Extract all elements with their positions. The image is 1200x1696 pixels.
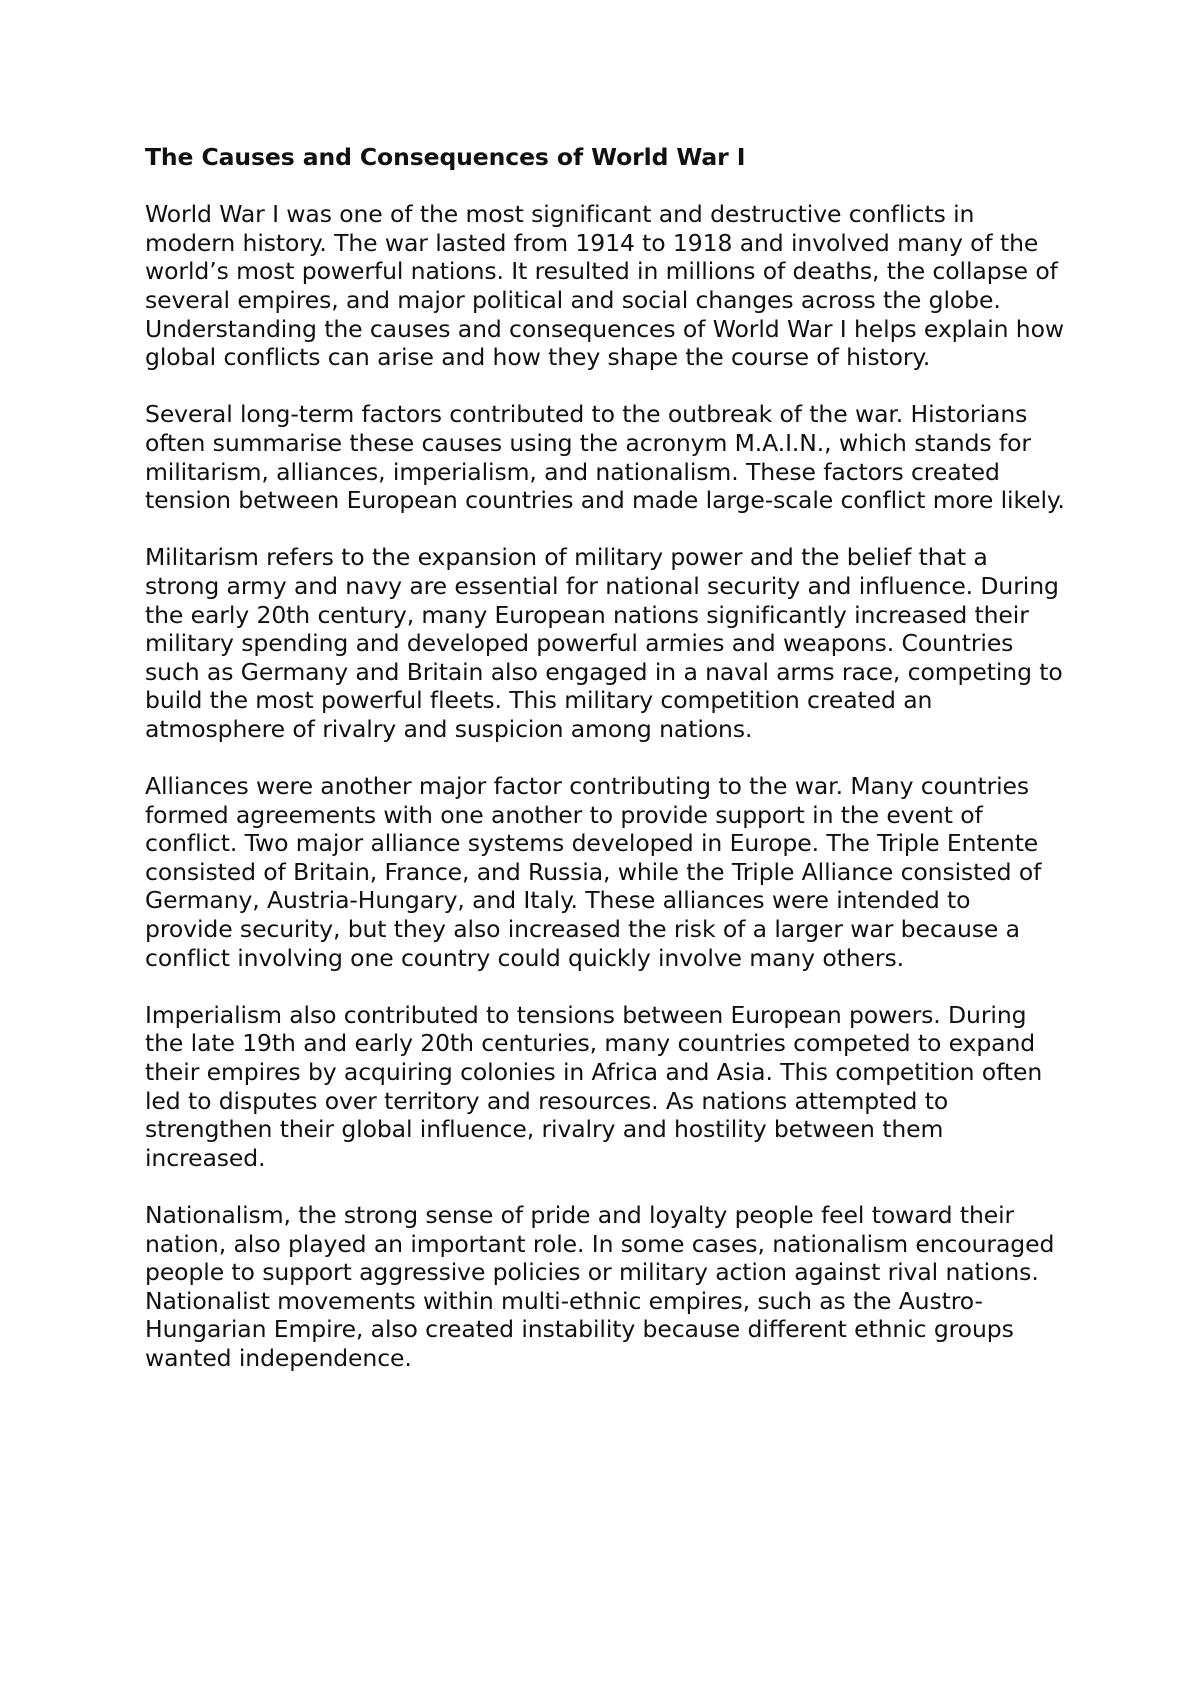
paragraph-main-causes: Several long-term factors contributed to the outbreak of the war. Historians often summarise these causes using the acronym M.A.I.N., which stands for militarism, alliances, imperialism, and nationalism. These factors created tension between European countries and made large-scale conflict more likely. [145, 400, 1065, 515]
document-page [145, 143, 1065, 1401]
paragraph-alliances: Alliances were another major factor contributing to the war. Many countries formed agreements with one another to provide support in the event of conflict. Two major alliance systems developed in Europe. The Triple Entente consisted of Britain, France, and Russia, while the Triple Alliance consisted of Germany, Austria-Hungary, and Italy. These alliances were intended to provide security, but they also increased the risk of a larger war because a conflict involving one country could quickly involve many others. [145, 772, 1042, 972]
document-title: The Causes and Consequences of World War I [145, 143, 746, 171]
paragraph-militarism: Militarism refers to the expansion of military power and the belief that a strong army and navy are essential for national security and influence. During the early 20th century, many European nations significantly increased their military spending and developed powerful armies and weapons. Countries such as Germany and Britain also engaged in a naval arms race, competing to build the most powerful fleets. This military competition created an atmosphere of rivalry and suspicion among nations. [145, 543, 1063, 743]
paragraph-imperialism: Imperialism also contributed to tensions between European powers. During the late 19th and early 20th centuries, many countries competed to expand their empires by acquiring colonies in Africa and Asia. This competition often led to disputes over territory and resources. As nations attempted to strengthen their global influence, rivalry and hostility between them increased. [145, 1000, 1043, 1172]
paragraph-introduction: World War I was one of the most significant and destructive conflicts in modern history. The war lasted from 1914 to 1918 and involved many of the world’s most powerful nations. It resulted in millions of deaths, the collapse of several empires, and major political and social changes across the globe. Understanding the causes and consequences of World War I helps explain how global conflicts can arise and how they shape the course of history. [145, 200, 1065, 372]
paragraph-nationalism: Nationalism, the strong sense of pride and loyalty people feel toward their nation, also played an important role. In some cases, nationalism encouraged people to support aggressive policies or military action against rival nations. Nationalist movements within multi-ethnic empires, such as the Austro-Hungarian Empire, also created instability because different ethnic groups wanted independence. [145, 1200, 1055, 1372]
